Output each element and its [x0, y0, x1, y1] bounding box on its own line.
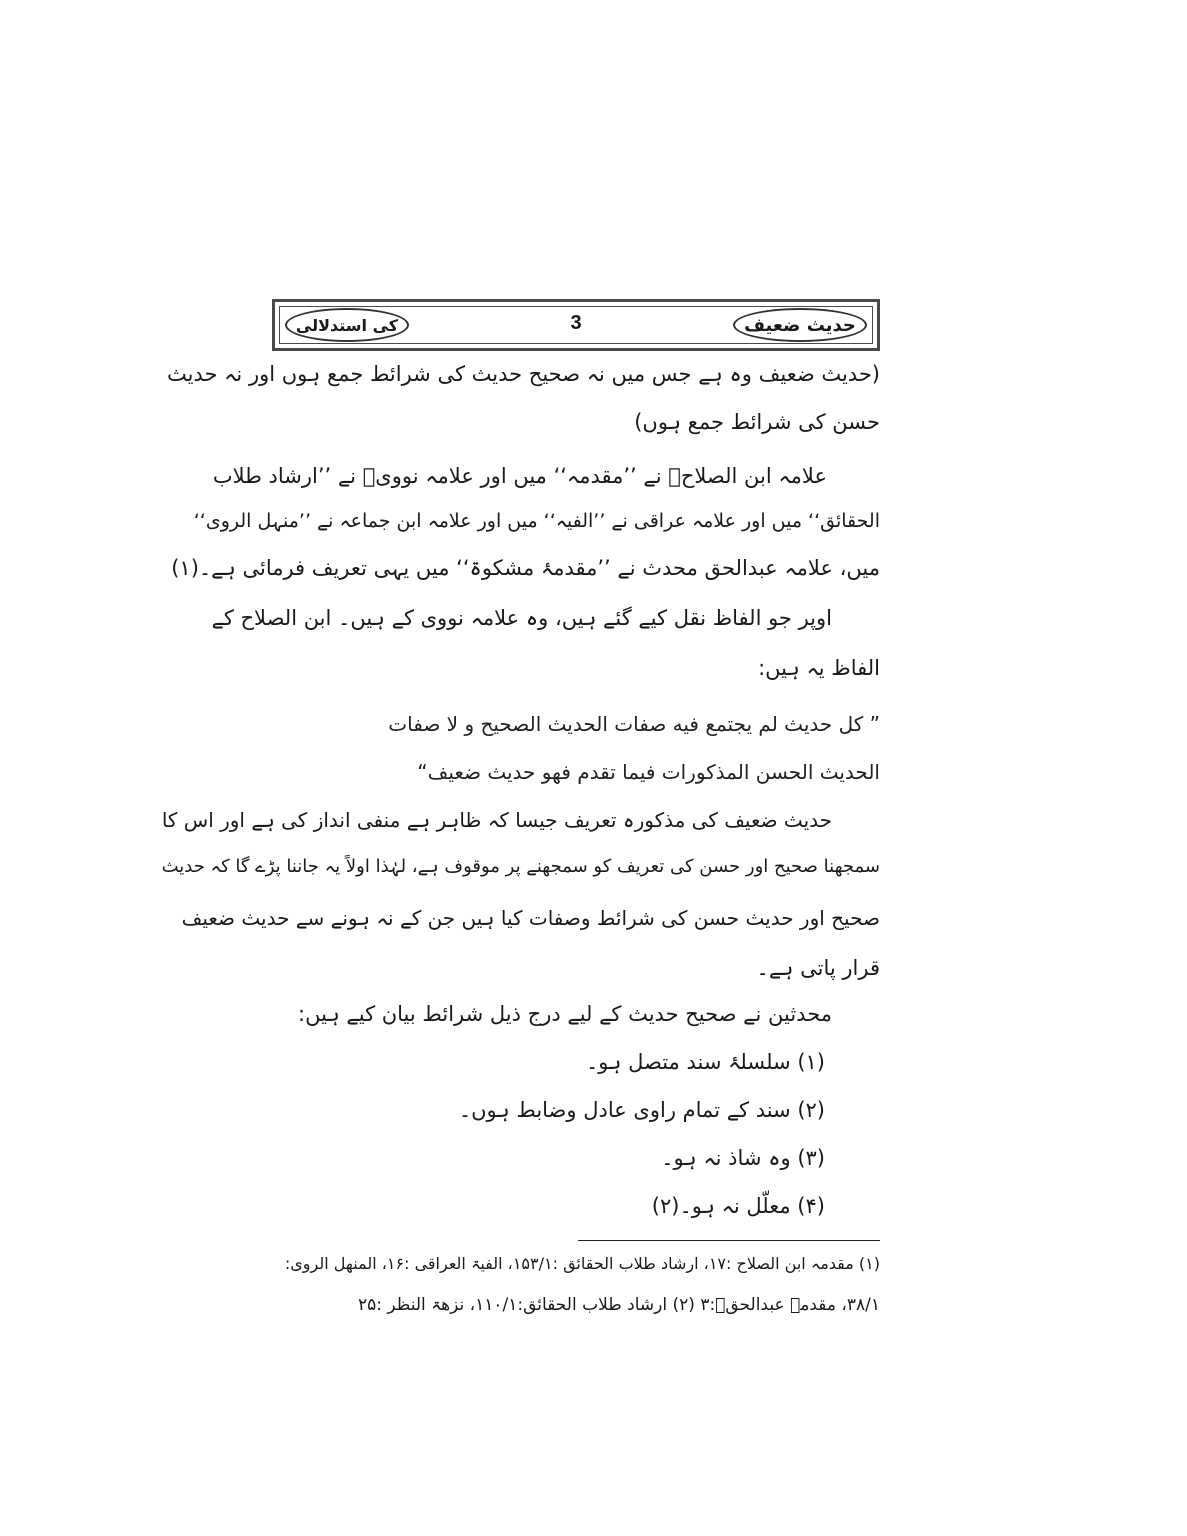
- footnote-divider: [578, 1240, 880, 1241]
- condition-1: (۱) سلسلۂ سند متصل ہو۔: [585, 1050, 825, 1074]
- body-line-2: حسن کی شرائط جمع ہوں): [634, 410, 880, 434]
- header-left-title: کی استدلالی: [285, 308, 409, 342]
- body-line-11: قرار پاتی ہے۔: [756, 956, 880, 980]
- arabic-quote-line-1: ” کل حدیث لم یجتمع فیه صفات الحدیث الصحیح و لا صفات: [388, 712, 880, 736]
- body-line-4: الحقائق‘‘ میں اور علامہ عراقی نے ’’الفیہ‘‘ میں اور علامہ ابن جماعہ نے ’’منہل الروی‘‘: [193, 510, 880, 532]
- body-line-9: سمجھنا صحیح اور حسن کی تعریف کو سمجھنے پر موقوف ہے، لہٰذا اولاً یہ جاننا پڑے گا کہ حدیث: [161, 856, 880, 877]
- body-line-7: الفاظ یہ ہیں:: [758, 656, 880, 680]
- page-number: 3: [570, 312, 582, 334]
- condition-2: (۲) سند کے تمام راوی عادل وضابط ہوں۔: [458, 1098, 825, 1122]
- body-line-3: علامہ ابن الصلاحؒ نے ’’مقدمہ‘‘ میں اور علامہ نوویؒ نے ’’ارشاد طلاب: [212, 464, 827, 488]
- body-line-5: میں، علامہ عبدالحق محدث نے ’’مقدمۂ مشکوۃ‘‘ میں یہی تعریف فرمائی ہے۔(۱): [171, 556, 880, 580]
- condition-3: (۳) وہ شاذ نہ ہو۔: [661, 1146, 825, 1170]
- footnote-line-1: (۱) مقدمہ ابن الصلاح :۱۷، ارشاد طلاب الحقائق :۱۵۳/۱، الفیۃ العراقی :۱۶، المنهل الروی:: [284, 1254, 880, 1273]
- header-right-title: حدیث ضعیف: [733, 308, 867, 342]
- body-line-1: (حدیث ضعیف وہ ہے جس میں نہ صحیح حدیث کی شرائط جمع ہوں اور نہ حدیث: [166, 362, 880, 386]
- page-header: [272, 299, 880, 351]
- condition-4: (۴) معلّل نہ ہو۔(۲): [651, 1194, 825, 1218]
- footnote-line-2: ۳۸/۱، مقدمہ عبدالحقؒ:۳ (۲) ارشاد طلاب الحقائق:۱۱۰/۱، نزھۃ النظر :۲۵: [358, 1295, 880, 1315]
- arabic-quote-line-2: الحدیث الحسن المذکورات فیما تقدم فهو حدیث ضعیف“: [417, 760, 880, 784]
- conditions-intro: محدثین نے صحیح حدیث کے لیے درج ذیل شرائط بیان کیے ہیں:: [298, 1002, 832, 1026]
- body-line-8: حدیث ضعیف کی مذکورہ تعریف جیسا کہ ظاہر ہے منفی انداز کی ہے اور اس کا: [161, 808, 832, 832]
- body-line-10: صحیح اور حدیث حسن کی شرائط وصفات کیا ہیں جن کے نہ ہونے سے حدیث ضعیف: [181, 906, 880, 930]
- body-line-6: اوپر جو الفاظ نقل کیے گئے ہیں، وہ علامہ نووی کے ہیں۔ ابن الصلاح کے: [211, 606, 832, 630]
